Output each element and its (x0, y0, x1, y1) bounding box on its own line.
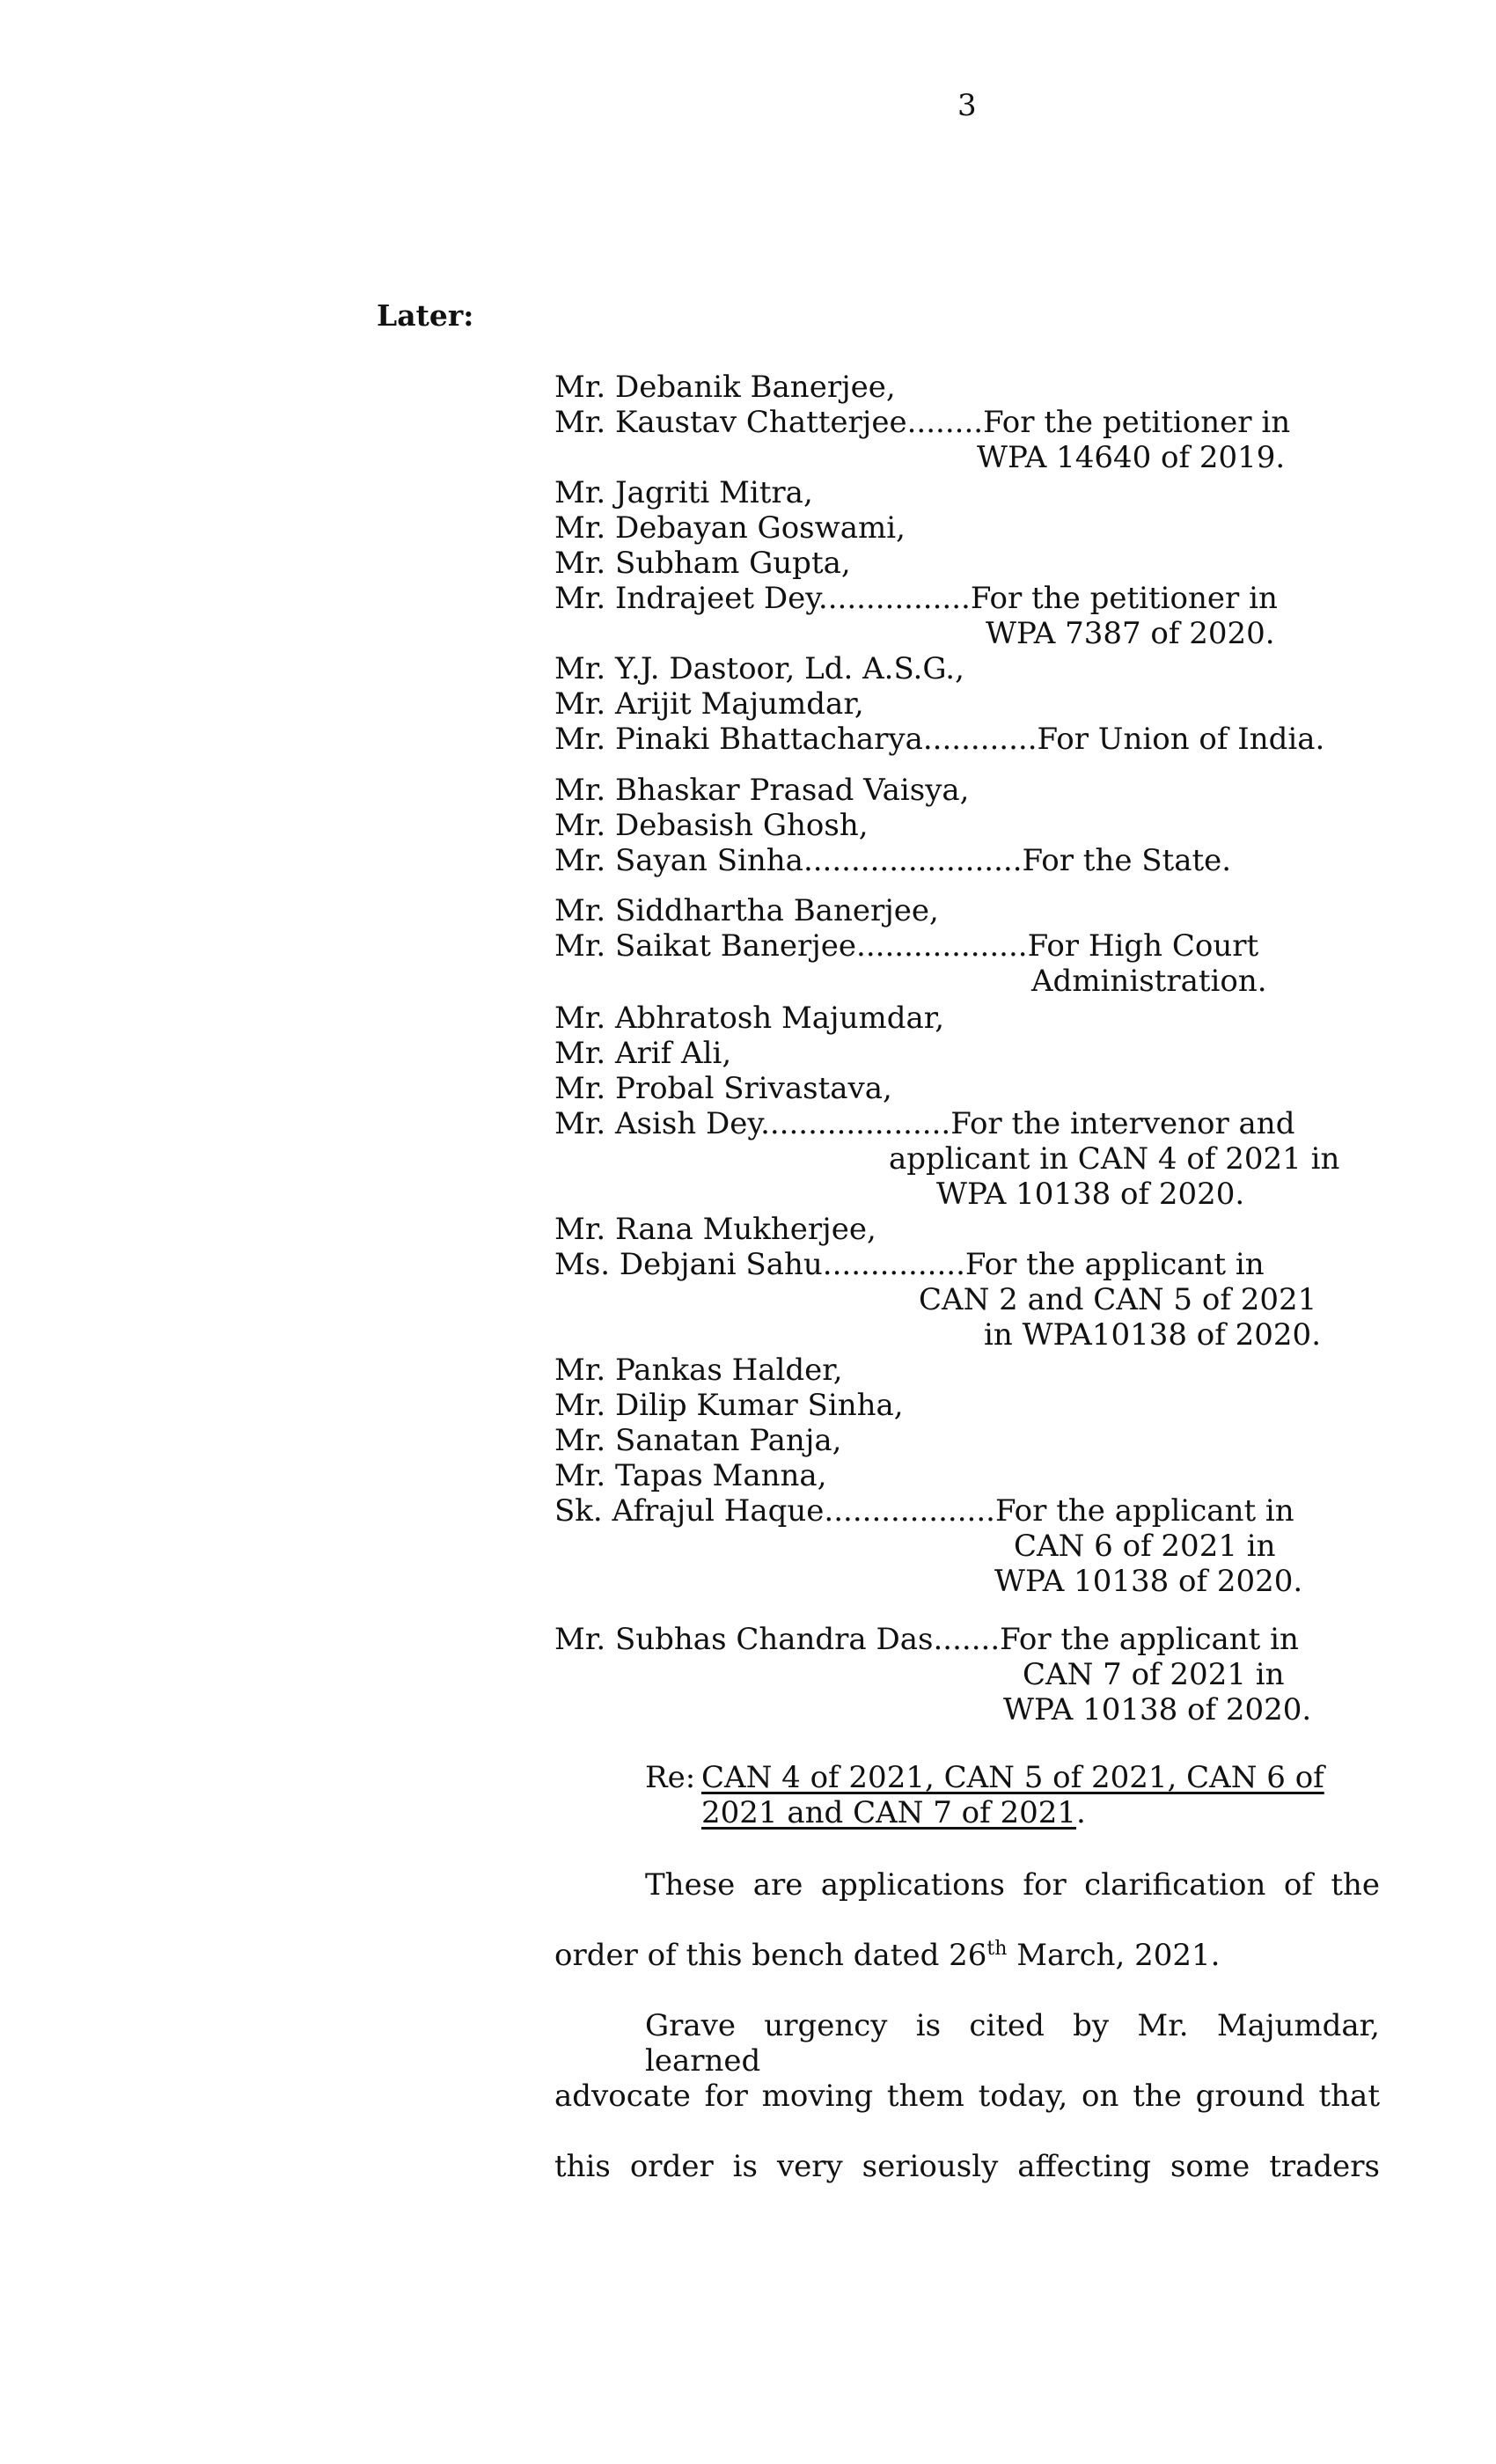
re-subject-text: 2021 and CAN 7 of 2021 (701, 1795, 1077, 1830)
counsel-name: Mr. Tapas Manna, (554, 1458, 827, 1493)
leader-dots: .................. (856, 928, 1028, 964)
counsel-for: WPA 14640 of 2019. (977, 440, 1286, 475)
counsel-appearance-line (554, 1493, 1294, 1529)
counsel-for: For the intervenor and (950, 1106, 1295, 1141)
counsel-name: Mr. Asish Dey (554, 1106, 761, 1141)
re-subject-text: CAN 4 of 2021, CAN 5 of 2021, CAN 6 of (701, 1760, 1324, 1795)
counsel-name: Mr. Siddhartha Banerjee, (554, 893, 939, 928)
counsel-name: Mr. Indrajeet Dey (554, 581, 818, 616)
counsel-for: WPA 7387 of 2020. (986, 616, 1275, 651)
paragraph-line: this order is very seriously affecting some traders (554, 2149, 1380, 2184)
leader-dots: ............ (922, 722, 1038, 757)
counsel-name: Mr. Arijit Majumdar, (554, 686, 864, 722)
page-number: 3 (957, 88, 977, 123)
counsel-for: WPA 10138 of 2020. (1003, 1692, 1312, 1727)
counsel-name: Mr. Kaustav Chatterjee (554, 405, 907, 440)
ordinal-suffix: th (986, 1938, 1008, 1960)
counsel-for: CAN 6 of 2021 in (1014, 1529, 1276, 1564)
paragraph-line: Grave urgency is cited by Mr. Majumdar, learned (645, 2008, 1380, 2079)
counsel-name: Mr. Jagriti Mitra, (554, 475, 813, 510)
counsel-name: Mr. Debayan Goswami, (554, 510, 906, 546)
counsel-for: For the State. (1022, 843, 1232, 878)
counsel-for: Administration. (1031, 964, 1267, 999)
leader-dots: .................... (760, 1106, 951, 1141)
counsel-for: WPA 10138 of 2020. (936, 1177, 1245, 1212)
counsel-name: Mr. Probal Srivastava, (554, 1071, 892, 1106)
counsel-name: Mr. Subham Gupta, (554, 546, 851, 581)
re-label: Re: (645, 1760, 696, 1795)
counsel-appearance-line (554, 1106, 1294, 1141)
counsel-name: Mr. Pankas Halder, (554, 1353, 843, 1388)
leader-dots: ....... (933, 1622, 1001, 1657)
counsel-appearance-line (554, 1247, 1265, 1282)
re-subject-line-1 (701, 1760, 1361, 1795)
leader-dots: ....................... (803, 843, 1023, 878)
paragraph-line (554, 1938, 1380, 1973)
counsel-for: WPA 10138 of 2020. (994, 1564, 1303, 1599)
counsel-name: Mr. Saikat Banerjee (554, 928, 857, 964)
counsel-appearance-line (554, 928, 1258, 964)
counsel-name: Mr. Debanik Banerjee, (554, 370, 896, 405)
paragraph-line: These are applications for clarification of the (645, 1867, 1380, 1903)
paragraph-text: March, 2021. (1007, 1938, 1221, 1973)
leader-dots: ............... (822, 1247, 965, 1282)
counsel-name: Mr. Sanatan Panja, (554, 1423, 842, 1458)
counsel-appearance-line (554, 405, 1290, 440)
counsel-for: CAN 2 and CAN 5 of 2021 (919, 1282, 1317, 1317)
counsel-name: Mr. Abhratosh Majumdar, (554, 1001, 945, 1036)
counsel-name: Mr. Y.J. Dastoor, Ld. A.S.G., (554, 651, 964, 686)
counsel-appearance-line (554, 581, 1278, 616)
counsel-for: CAN 7 of 2021 in (1023, 1657, 1285, 1692)
leader-dots: ........ (906, 405, 984, 440)
counsel-name: Mr. Subhas Chandra Das (554, 1622, 934, 1657)
counsel-for: in WPA10138 of 2020. (984, 1317, 1321, 1353)
counsel-name: Mr. Arif Ali, (554, 1036, 732, 1071)
counsel-name: Mr. Pinaki Bhattacharya (554, 722, 923, 757)
counsel-name: Mr. Sayan Sinha (554, 843, 803, 878)
later-label: Later: (377, 298, 474, 333)
counsel-for: For Union of India. (1037, 722, 1325, 757)
counsel-name: Mr. Debasish Ghosh, (554, 808, 869, 843)
counsel-for: applicant in CAN 4 of 2021 in (889, 1141, 1340, 1177)
counsel-name: Mr. Rana Mukherjee, (554, 1212, 876, 1247)
counsel-name: Sk. Afrajul Haque (554, 1493, 825, 1529)
counsel-name: Mr. Dilip Kumar Sinha, (554, 1388, 904, 1423)
counsel-appearance-line (554, 843, 1231, 878)
counsel-for: For High Court (1027, 928, 1259, 964)
counsel-for: For the applicant in (994, 1493, 1294, 1529)
counsel-name: Ms. Debjani Sahu (554, 1247, 823, 1282)
counsel-for: For the petitioner in (983, 405, 1291, 440)
paragraph-line: advocate for moving them today, on the ground that (554, 2079, 1380, 2114)
counsel-appearance-line (554, 1622, 1299, 1657)
counsel-appearance-line (554, 722, 1324, 757)
counsel-for: For the applicant in (1000, 1622, 1299, 1657)
paragraph-text: order of this bench dated 26 (554, 1938, 987, 1973)
counsel-for: For the petitioner in (970, 581, 1278, 616)
counsel-name: Mr. Bhaskar Prasad Vaisya, (554, 773, 970, 808)
re-subject-line-2 (701, 1795, 1086, 1830)
leader-dots: .................. (824, 1493, 995, 1529)
leader-dots: ................ (818, 581, 971, 616)
re-subject-end: . (1076, 1795, 1086, 1830)
counsel-for: For the applicant in (964, 1247, 1265, 1282)
